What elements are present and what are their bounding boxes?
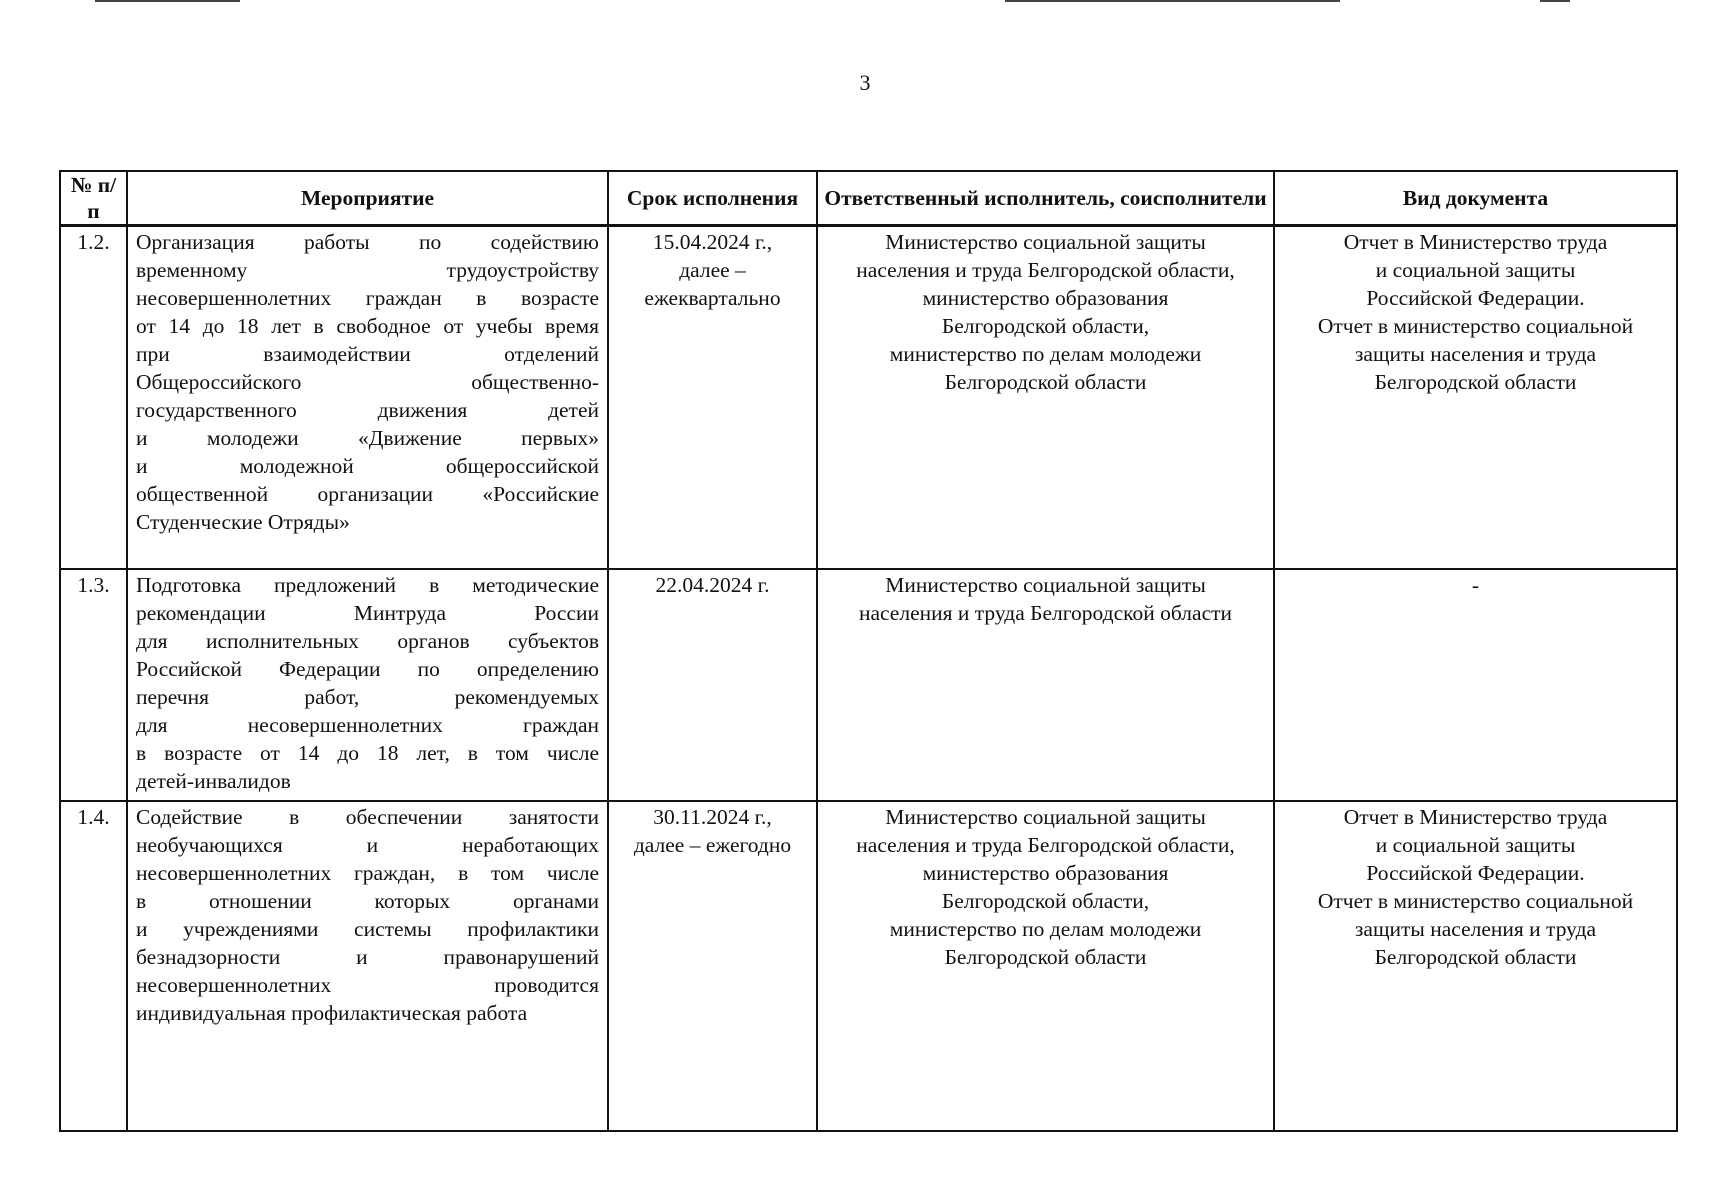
header-responsible-line: соисполнители bbox=[1120, 186, 1267, 210]
document-line: Отчет в министерство социальной bbox=[1317, 889, 1634, 913]
event-line: рекомендации Минтруда России bbox=[136, 601, 599, 625]
term-line: 22.04.2024 г. bbox=[655, 573, 770, 597]
document-line: Отчет в Министерство труда bbox=[1343, 805, 1608, 829]
event-line: в отношении которых органами bbox=[136, 889, 599, 913]
row-event bbox=[127, 226, 608, 570]
table-header-row bbox=[60, 171, 1677, 226]
header-num-line: № bbox=[70, 173, 93, 197]
responsible-line: министерство образования bbox=[922, 286, 1169, 310]
event-line: Студенческие Отряды» bbox=[136, 510, 350, 534]
scan-edge-line bbox=[1005, 0, 1340, 2]
activities-table bbox=[59, 170, 1678, 1132]
responsible-line: населения и труда Белгородской области bbox=[858, 601, 1233, 625]
event-line: в возрасте от 14 до 18 лет, в том числе bbox=[136, 741, 599, 765]
responsible-line: Министерство социальной защиты bbox=[885, 230, 1206, 254]
header-term bbox=[608, 171, 817, 226]
event-line: государственного движения детей bbox=[136, 398, 599, 422]
event-line: Организация работы по содействию bbox=[136, 230, 599, 254]
scan-edge-line bbox=[1540, 0, 1570, 2]
row-event bbox=[127, 569, 608, 801]
header-document: Вид документа bbox=[1274, 171, 1677, 226]
term-line: 15.04.2024 г., bbox=[652, 230, 773, 254]
term-line: ежеквартально bbox=[644, 286, 781, 310]
event-line: для исполнительных органов субъектов bbox=[136, 629, 599, 653]
row-term bbox=[608, 569, 817, 801]
document-line: и социальной защиты bbox=[1375, 258, 1576, 282]
event-line: для несовершеннолетних граждан bbox=[136, 713, 599, 737]
row-responsible bbox=[817, 569, 1274, 801]
event-line: Российской Федерации по определению bbox=[136, 657, 599, 681]
event-line: при взаимодействии отделений bbox=[136, 342, 599, 366]
term-line: далее – ежегодно bbox=[633, 833, 792, 857]
row-document bbox=[1274, 801, 1677, 1131]
row-number: 1.3. bbox=[60, 569, 127, 801]
header-num-line: п/п bbox=[87, 173, 117, 223]
responsible-line: министерство по делам молодежи bbox=[889, 342, 1202, 366]
row-document bbox=[1274, 226, 1677, 570]
page-number: 3 bbox=[859, 70, 871, 95]
event-line: общественной организации «Российские bbox=[136, 482, 599, 506]
event-line: Общероссийского общественно- bbox=[136, 370, 599, 394]
event-line: безнадзорности и правонарушений bbox=[136, 945, 599, 969]
header-responsible bbox=[817, 171, 1274, 226]
document-line: защиты населения и труда bbox=[1354, 917, 1597, 941]
document-line: Отчет в министерство социальной bbox=[1317, 314, 1634, 338]
row-term bbox=[608, 801, 817, 1131]
header-num bbox=[60, 171, 127, 226]
document-line: - bbox=[1471, 573, 1480, 597]
event-line: необучающихся и неработающих bbox=[136, 833, 599, 857]
event-line: временному трудоустройству bbox=[136, 258, 599, 282]
row-document bbox=[1274, 569, 1677, 801]
document-line: Белгородской области bbox=[1374, 370, 1577, 394]
event-line: и учреждениями системы профилактики bbox=[136, 917, 599, 941]
responsible-line: министерство по делам молодежи bbox=[889, 917, 1202, 941]
responsible-line: Министерство социальной защиты bbox=[885, 805, 1206, 829]
event-line: индивидуальная профилактическая работа bbox=[136, 1001, 528, 1025]
responsible-line: министерство образования bbox=[922, 861, 1169, 885]
event-line: перечня работ, рекомендуемых bbox=[136, 685, 599, 709]
responsible-line: Белгородской области bbox=[944, 945, 1147, 969]
responsible-line: Белгородской области bbox=[944, 370, 1147, 394]
table-row bbox=[60, 226, 1677, 570]
document-line: Российской Федерации. bbox=[1366, 861, 1585, 885]
event-line: Подготовка предложений в методические bbox=[136, 573, 599, 597]
term-line: далее – bbox=[679, 258, 746, 282]
header-term-line: Срок bbox=[626, 186, 678, 210]
event-line: несовершеннолетних граждан, в том числе bbox=[136, 861, 599, 885]
term-line: 30.11.2024 г., bbox=[653, 805, 772, 829]
header-responsible-line: Ответственный исполнитель, bbox=[824, 186, 1115, 210]
event-line: от 14 до 18 лет в свободное от учебы время bbox=[136, 314, 599, 338]
row-term bbox=[608, 226, 817, 570]
row-event bbox=[127, 801, 608, 1131]
scan-edge-line bbox=[95, 0, 240, 2]
document-line: Отчет в Министерство труда bbox=[1343, 230, 1608, 254]
header-event: Мероприятие bbox=[127, 171, 608, 226]
responsible-line: Белгородской области, bbox=[941, 314, 1150, 338]
responsible-line: Белгородской области, bbox=[941, 889, 1150, 913]
row-responsible bbox=[817, 801, 1274, 1131]
event-line: и молодежной общероссийской bbox=[136, 454, 599, 478]
document-line: защиты населения и труда bbox=[1354, 342, 1597, 366]
header-term-line: исполнения bbox=[682, 186, 799, 210]
table-row bbox=[60, 569, 1677, 801]
document-line: Белгородской области bbox=[1374, 945, 1577, 969]
table-row bbox=[60, 801, 1677, 1131]
document-line: и социальной защиты bbox=[1375, 833, 1576, 857]
document-line: Российской Федерации. bbox=[1366, 286, 1585, 310]
event-line: несовершеннолетних проводится bbox=[136, 973, 599, 997]
event-line: несовершеннолетних граждан в возрасте bbox=[136, 286, 599, 310]
event-line: и молодежи «Движение первых» bbox=[136, 426, 599, 450]
row-number: 1.4. bbox=[60, 801, 127, 1131]
event-line: Содействие в обеспечении занятости bbox=[136, 805, 599, 829]
row-responsible bbox=[817, 226, 1274, 570]
responsible-line: населения и труда Белгородской области, bbox=[856, 833, 1235, 857]
row-number: 1.2. bbox=[60, 226, 127, 570]
event-line: детей-инвалидов bbox=[136, 769, 291, 793]
responsible-line: населения и труда Белгородской области, bbox=[856, 258, 1235, 282]
responsible-line: Министерство социальной защиты bbox=[885, 573, 1206, 597]
